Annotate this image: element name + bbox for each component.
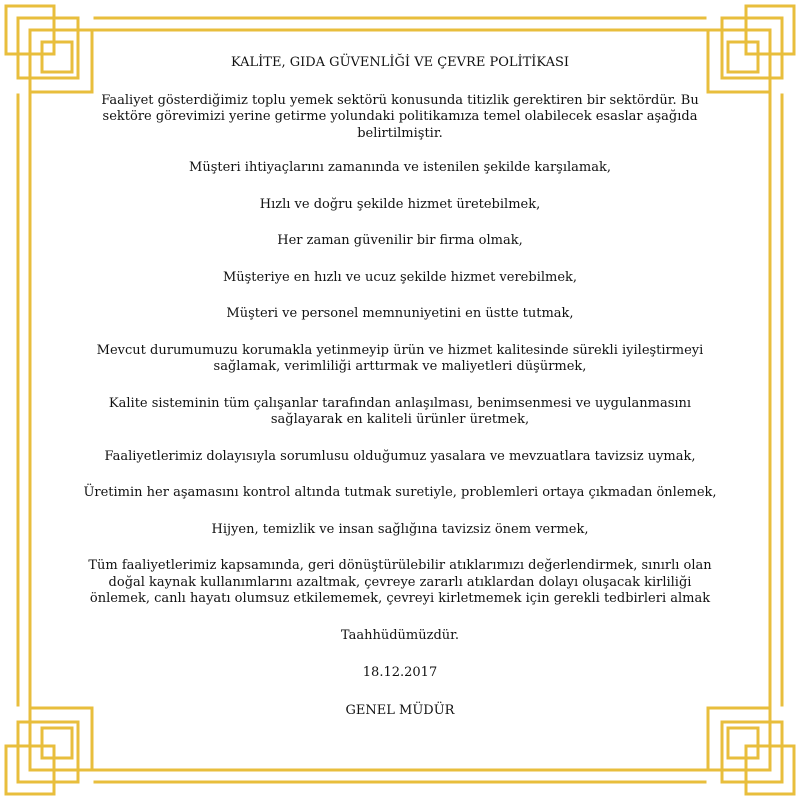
intro-paragraph: Faaliyet gösterdiğimiz toplu yemek sektörü konusunda titizlik gerektiren bir sektördür. Bu sektöre görevimizi yerine getirme yolundaki politikamıza temel olabilecek esaslar aşağıda belirtilmiştir. — [101, 92, 699, 141]
policy-document — [80, 55, 720, 719]
policy-item: Müşteri ve personel memnuniyetini en üstte tutmak, — [226, 306, 574, 321]
policy-item: Müşteriye en hızlı ve ucuz şekilde hizmet verebilmek, — [222, 269, 578, 285]
policy-item: Üretimin her aşamasını kontrol altında tutmak suretiyle, problemleri ortaya çıkmadan önlemek, — [83, 485, 717, 500]
document-date: 18.12.2017 — [362, 665, 438, 680]
document-title: KALİTE, GIDA GÜVENLİĞİ VE ÇEVRE POLİTİKASI — [230, 55, 570, 70]
policy-item: Kalite sisteminin tüm çalışanlar tarafından anlaşılması, benimsenmesi ve uygulanmasını sağlayarak en kaliteli ürünler üretmek, — [108, 395, 692, 427]
policy-item: Tüm faaliyetlerimiz kapsamında, geri dönüştürülebilir atıklarımızı değerlendirmek, sınırlı olan doğal kaynak kullanımlarını azaltmak, çevreye zararlı atıklardan dolayı oluşacak kirliliği önlemek, canlı hayatı olumsuz etkilememek, çevreyi kirletmemek için gerekli tedbirleri almak — [88, 558, 712, 606]
policy-item: Hijyen, temizlik ve insan sağlığına tavizsiz önem vermek, — [211, 521, 589, 537]
closing-statement: Taahhüdümüzdür. — [340, 627, 460, 643]
policy-item: Hızlı ve doğru şekilde hizmet üretebilmek, — [259, 196, 541, 212]
signature-title: GENEL MÜDÜR — [345, 702, 455, 718]
policy-item: Müşteri ihtiyaçlarını zamanında ve istenilen şekilde karşılamak, — [189, 160, 611, 175]
policy-item: Faaliyetlerimiz dolayısıyla sorumlusu olduğumuz yasalara ve mevzuatlara tavizsiz uymak, — [104, 448, 696, 464]
policy-item: Her zaman güvenilir bir firma olmak, — [277, 233, 523, 248]
policy-item: Mevcut durumumuzu korumakla yetinmeyip ürün ve hizmet kalitesinde sürekli iyileştirmeyi sağlamak, verimliliği arttırmak ve maliyetleri düşürmek, — [96, 342, 704, 374]
